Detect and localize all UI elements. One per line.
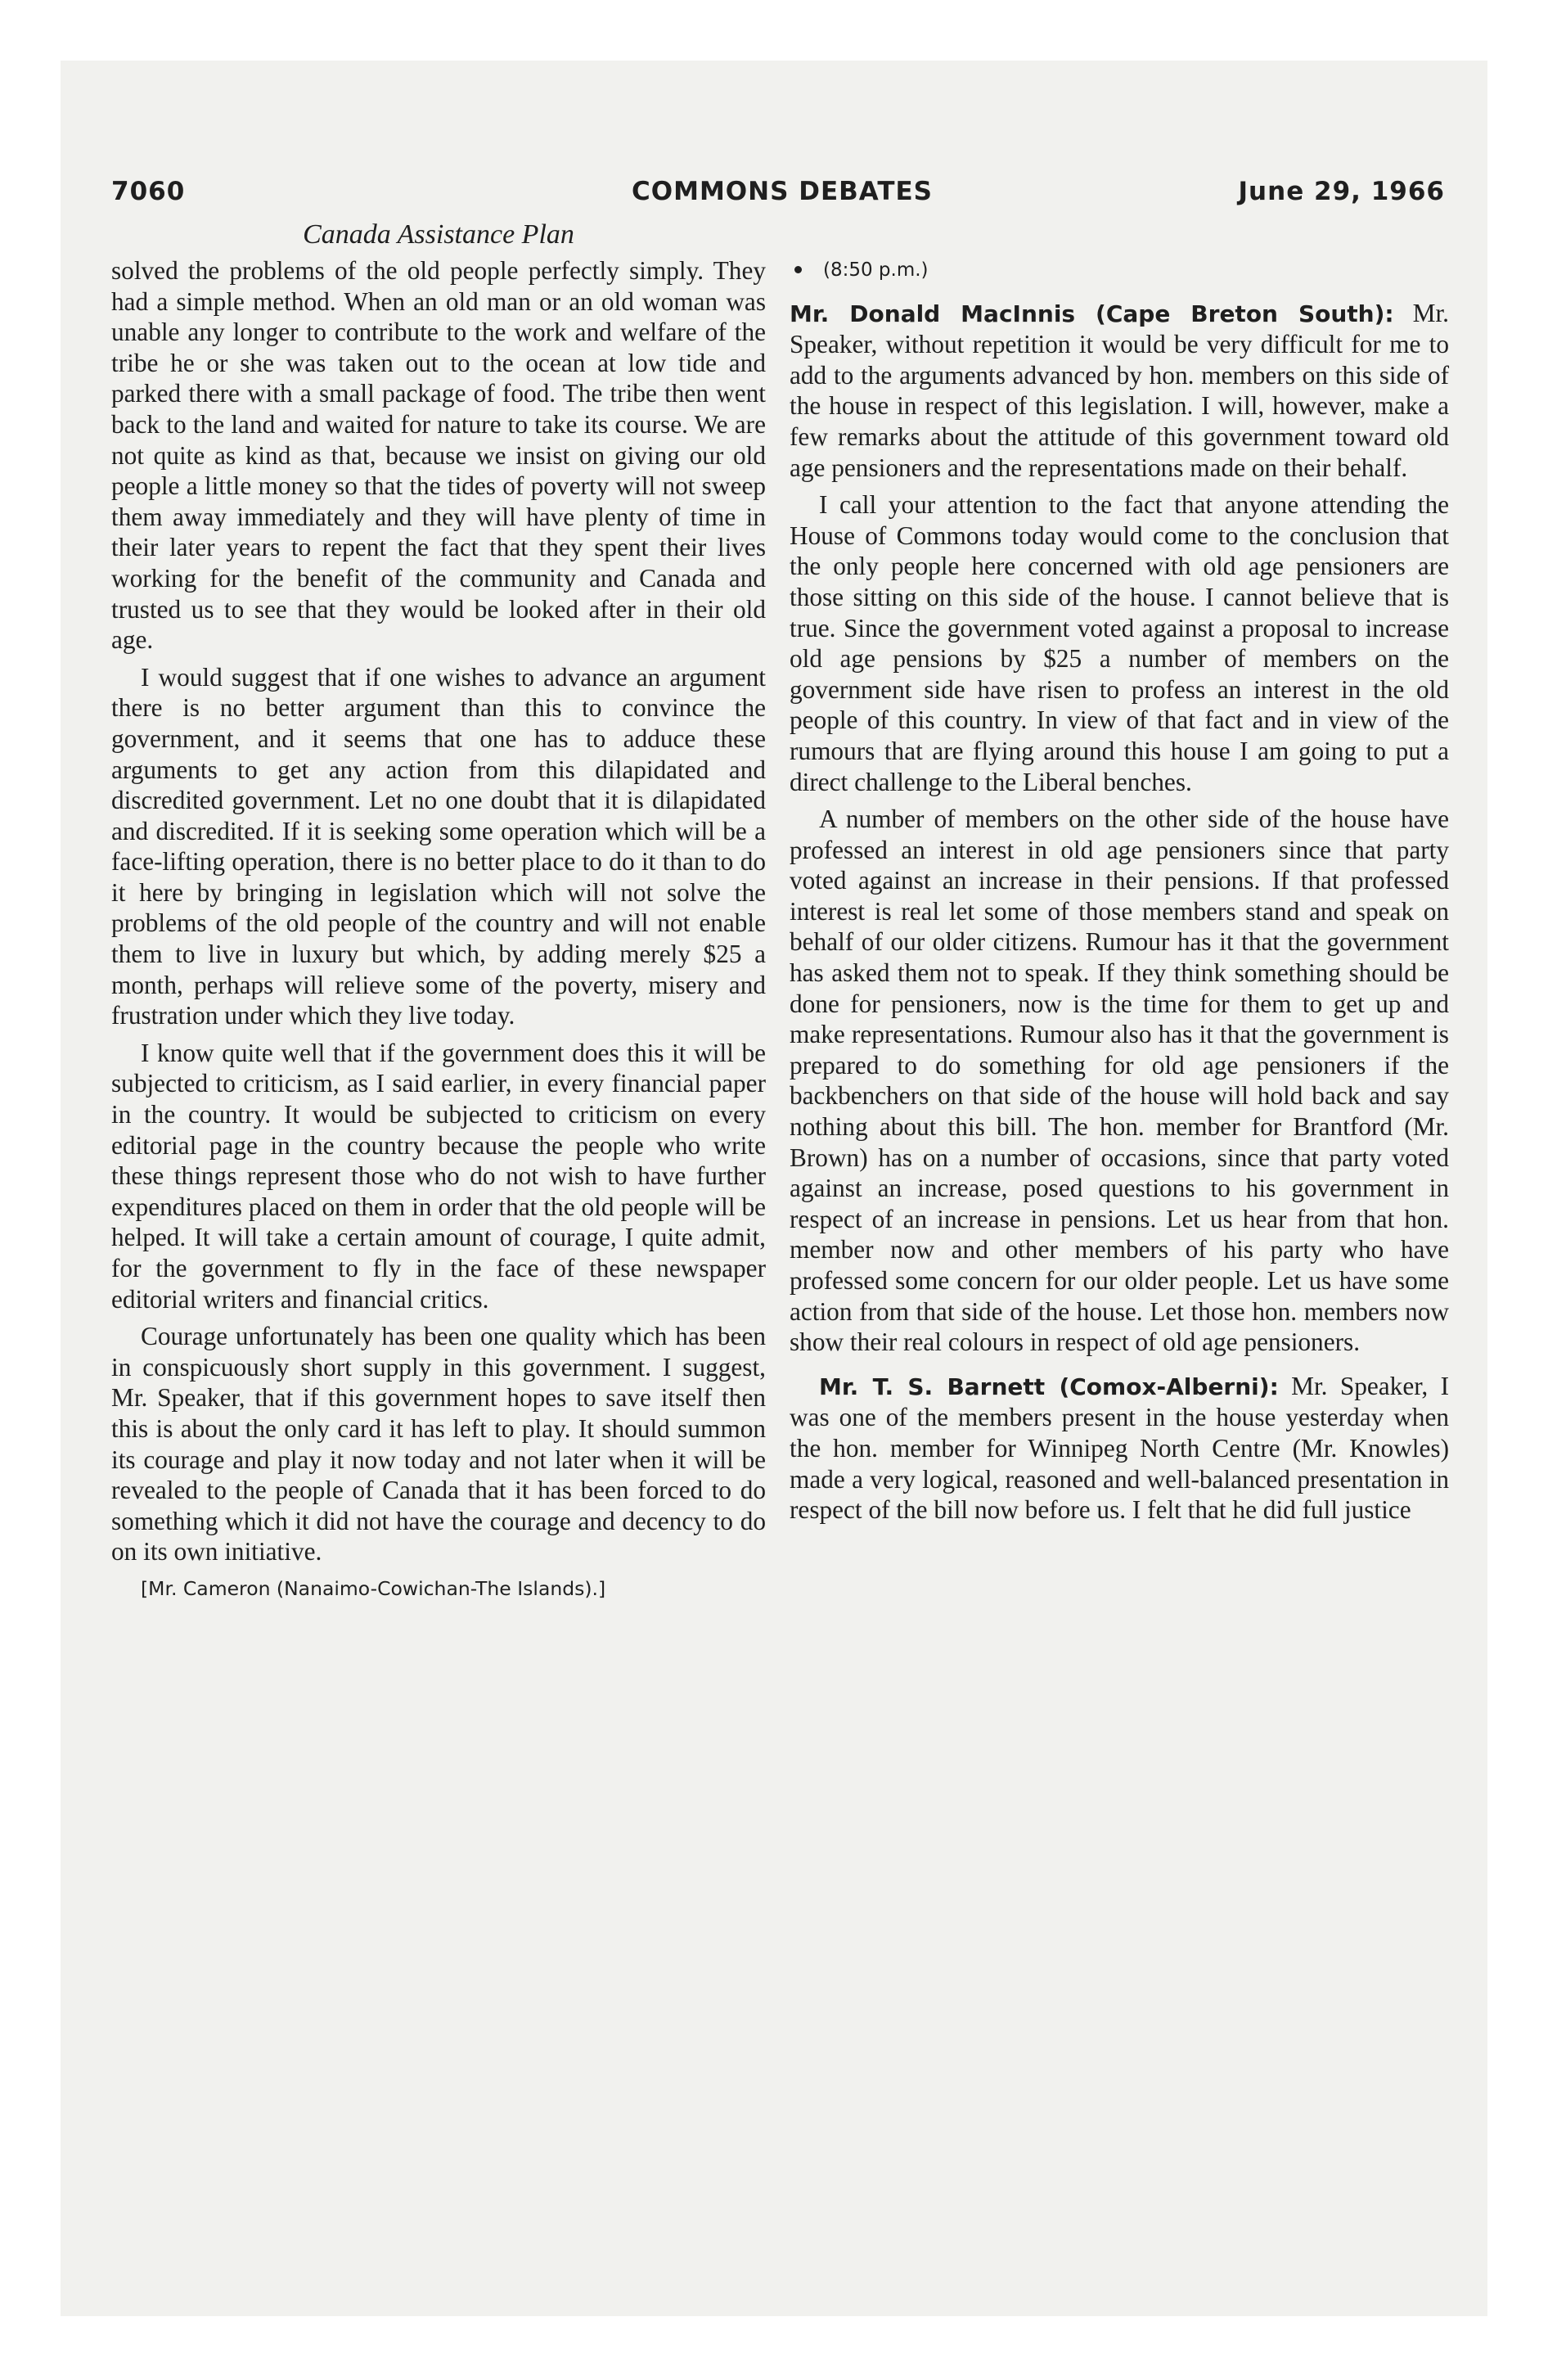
section-title: Canada Assistance Plan — [303, 219, 574, 250]
page-number: 7060 — [111, 177, 186, 206]
right-column — [790, 255, 1449, 1532]
paragraph: I call your attention to the fact that anyone attending the House of Commons today would come to the conclusion that the only people here concerned with old age pensioners are those sitting on this side of the house. I cannot believe that is true. Since the government voted against a proposal to increase old age pensions by $25 a number of members on the government side have risen to profess an interest in the old people of this country. In view of that fact and in view of the rumours that are flying around this house I am going to put a direct challenge to the Liberal benches. — [790, 490, 1449, 796]
speaker-note: [Mr. Cameron (Nanaimo-Cowichan-The Islands).] — [141, 1576, 606, 1600]
paragraph: solved the problems of the old people perfectly simply. They had a simple method. When an old man or an old woman was unable any longer to contribute to the work and welfare of the tribe he or she was taken out to the ocean at low tide and parked there with a small package of food. The tribe then went back to the land and waited for nature to take its course. We are not quite as kind as that, because we insist on giving our old people a little money so that the tides of poverty will not sweep them away immediately and they will have plenty of time in their later years to repent the fact that they spent their lives working for the benefit of the community and Canada and trusted us to see that they would be looked after in their old age. — [111, 256, 766, 655]
speech-paragraph — [790, 298, 1449, 484]
speech-text: Mr. Speaker, I was one of the members present in the house yesterday when the hon. member for Winnipeg North Centre (Mr. Knowles) made a very logical, reasoned and well-balanced presentation in respect of the bill now before us. I felt that he did full justice — [790, 1371, 1449, 1525]
speaker-name: Mr. Donald MacInnis (Cape Breton South): — [790, 300, 1394, 327]
paragraph: I know quite well that if the government does this it will be subjected to criticism, as I said earlier, in every financial paper in the country. It would be subjected to criticism on every editorial page in the country because the people who write these things represent those who do not wish to have further expenditures placed on them in order that the old people will be helped. It will take a certain amount of courage, I quite admit, for the government to fly in the face of these newspaper editorial writers and financial critics. — [111, 1038, 766, 1314]
timestamp-text: (8:50 p.m.) — [823, 259, 929, 281]
timestamp — [790, 255, 1449, 286]
running-header — [111, 177, 1453, 218]
journal-title: COMMONS DEBATES — [632, 177, 933, 206]
bullet-icon — [794, 266, 802, 273]
speech-text: Mr. Speaker, without repetition it would be very difficult for me to add to the arguments advanced by hon. members on this side of the house in respect of this legislation. I will, however, make a few remarks about the attitude of this government toward old age pensioners and the representations made on their behalf. — [790, 298, 1449, 482]
issue-date: June 29, 1966 — [1238, 177, 1445, 206]
paragraph: Courage unfortunately has been one quality which has been in conspicuously short supply in this government. I suggest, Mr. Speaker, that if this government hopes to save itself then this is about the only card it has left to play. It should summon its courage and play it now today and not later when it will be revealed to the people of Canada that it has been forced to do something which it did not have the courage and decency to do on its own initiative. — [111, 1322, 766, 1566]
speaker-name: Mr. T. S. Barnett (Comox-Alberni): — [819, 1373, 1279, 1400]
speech-paragraph — [790, 1371, 1449, 1526]
paragraph: A number of members on the other side of the house have professed an interest in old age pensioners since that party voted against an increase in their pensions. If that professed interest is real let some of those members stand and speak on behalf of our older citizens. Rumour has it that the government has asked them not to speak. If they think something should be done for pensioners, now is the time for them to get up and make representations. Rumour also has it that the government is prepared to do something for old age pensioners if the backbenchers on that side of the house will hold back and say nothing about this bill. The hon. member for Brantford (Mr. Brown) has on a number of occasions, since that party voted against an increase, posed questions to his government in respect of an increase in pensions. Let us hear from that hon. member now and other members of his party who have professed some concern for our older people. Let us have some action from that side of the house. Let those hon. members now show their real colours in respect of old age pensioners. — [790, 805, 1449, 1357]
paragraph: I would suggest that if one wishes to advance an argument there is no better argument than this to convince the government, and it seems that one has to adduce these arguments to get any action from this dilapidated and discredited government. Let no one doubt that it is dilapidated and discredited. If it is seeking some operation which will be a face-lifting operation, there is no better place to do it than to do it here by bringing in legislation which will not solve the problems of the old people of the country and will not enable them to live in luxury but which, by adding merely $25 a month, perhaps will relieve some of the poverty, misery and frustration under which they live today. — [111, 662, 766, 1030]
left-column — [111, 255, 766, 1605]
